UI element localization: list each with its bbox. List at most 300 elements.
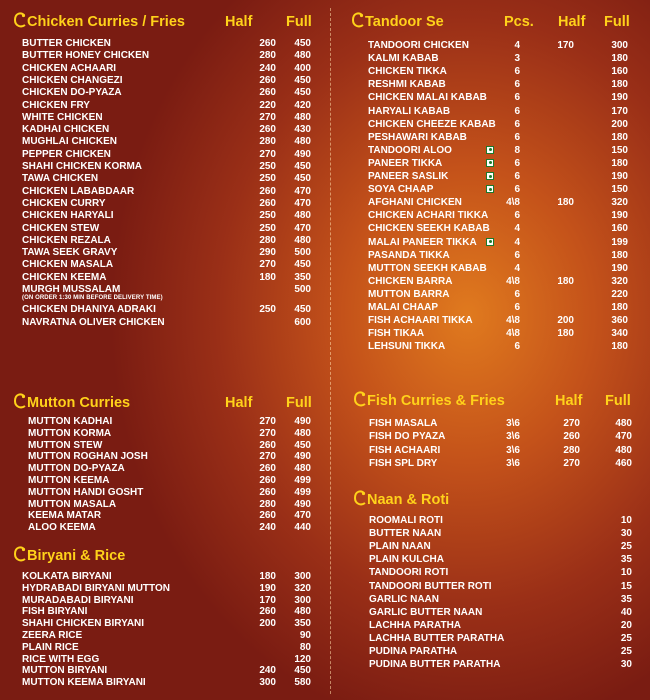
item-name: PASANDA TIKKA <box>368 249 450 261</box>
item-name: TANDOORI BUTTER ROTI <box>369 580 492 592</box>
chicken-title-text: Chicken Curries / Fries <box>27 14 185 30</box>
menu-item-row <box>352 196 642 209</box>
menu-item-row <box>352 340 642 353</box>
item-name: GARLIC BUTTER NAAN <box>369 606 483 618</box>
item-half-price: 190 <box>259 582 276 594</box>
item-half-price: 170 <box>557 40 574 51</box>
item-name: RICE WITH EGG <box>22 653 100 665</box>
menu-item-row <box>14 86 324 99</box>
item-full-price: 300 <box>294 571 311 582</box>
item-pieces: 4\8 <box>506 315 520 327</box>
item-half-price: 280 <box>259 136 276 148</box>
item-half-price: 250 <box>259 304 276 316</box>
fish-section-title <box>354 393 505 409</box>
item-full-price: 440 <box>294 522 311 534</box>
item-pieces: 6 <box>514 210 520 222</box>
item-full-price: 500 <box>294 247 311 259</box>
item-full-price: 480 <box>294 606 311 618</box>
item-full-price: 320 <box>611 197 628 209</box>
naan-title-text: Naan & Roti <box>367 492 450 508</box>
item-half-price: 260 <box>259 197 276 209</box>
order-time-note-text: (ON ORDER 1:30 MIN BEFORE DELIVERY TIME) <box>22 295 163 302</box>
item-full-price: 25 <box>620 632 632 644</box>
item-half-price: 200 <box>557 315 574 327</box>
item-name: MUTTON KEEMA BIRYANI <box>22 677 146 689</box>
menu-item-row <box>14 197 324 210</box>
menu-item-row <box>352 249 642 262</box>
menu-item-row <box>354 619 644 632</box>
menu-item-row <box>352 118 642 131</box>
item-half-price: 260 <box>259 463 276 475</box>
item-name: MUTTON KEEMA <box>28 475 110 486</box>
item-name: FISH SPL DRY <box>369 457 438 469</box>
item-pieces: 3\6 <box>506 457 520 469</box>
item-name: TAWA SEEK GRAVY <box>22 247 118 259</box>
menu-item-row <box>14 49 324 62</box>
item-name: CHICKEN CURRY <box>22 197 106 209</box>
item-pieces: 4 <box>514 236 520 248</box>
item-half-price: 240 <box>259 665 276 677</box>
item-full-price: 420 <box>294 99 311 111</box>
menu-item-row <box>354 566 644 579</box>
item-name: LACHHA BUTTER PARATHA <box>369 632 505 644</box>
item-full-price: 35 <box>620 554 632 566</box>
item-name: MUTTON STEW <box>28 439 103 451</box>
item-half-price: 260 <box>259 87 276 99</box>
menu-item-row <box>352 170 642 183</box>
item-full-price: 180 <box>611 131 628 143</box>
chicken-full-header: Full <box>286 14 312 30</box>
item-full-price: 499 <box>294 486 311 498</box>
menu-item-row <box>352 52 642 65</box>
item-half-price: 180 <box>557 328 574 340</box>
menu-item-row <box>354 430 644 443</box>
item-pieces: 3\6 <box>506 418 520 429</box>
item-half-price: 260 <box>259 510 276 522</box>
item-half-price: 250 <box>259 210 276 222</box>
item-name: TAWA CHICKEN <box>22 173 99 185</box>
biryani-rice-section <box>14 548 324 698</box>
item-name: MALAI PANEER TIKKA <box>368 236 477 248</box>
item-name: PANEER TIKKA <box>368 157 443 169</box>
item-full-price: 120 <box>294 653 311 665</box>
item-full-price: 490 <box>294 451 311 463</box>
tandoor-title-text: Tandoor Se <box>365 14 444 30</box>
item-name: FISH MASALA <box>369 418 438 429</box>
fish-title-text: Fish Curries & Fries <box>367 393 505 409</box>
item-half-price: 270 <box>259 259 276 271</box>
item-half-price: 270 <box>259 148 276 160</box>
item-name: CHICKEN BARRA <box>368 275 453 287</box>
menu-item-row <box>352 183 642 196</box>
menu-item-row <box>14 234 324 247</box>
menu-item-row <box>14 521 324 534</box>
item-full-price: 160 <box>611 66 628 78</box>
item-pieces: 8 <box>514 144 520 156</box>
tandoor-full-header: Full <box>604 14 630 30</box>
naan-roti-section <box>354 492 644 692</box>
item-name: LACHHA PARATHA <box>369 619 462 631</box>
item-full-price: 10 <box>620 515 632 526</box>
item-half-price: 180 <box>259 571 276 582</box>
item-half-price: 260 <box>563 431 580 443</box>
item-full-price: 500 <box>294 284 311 295</box>
item-full-price: 10 <box>620 567 632 579</box>
item-full-price: 300 <box>294 594 311 606</box>
menu-item-row <box>354 553 644 566</box>
item-name: MUTTON BIRYANI <box>22 665 108 677</box>
item-full-price: 600 <box>294 316 311 328</box>
item-name: PLAIN KULCHA <box>369 554 444 566</box>
item-name: SHAHI CHICKEN BIRYANI <box>22 618 145 630</box>
naan-section-title <box>354 492 449 508</box>
fish-curries-section <box>354 393 644 483</box>
menu-item-row <box>14 246 324 259</box>
item-half-price: 180 <box>557 197 574 209</box>
biryani-title-text: Biryani & Rice <box>27 548 126 564</box>
item-full-price: 450 <box>294 74 311 86</box>
item-pieces: 4\8 <box>506 275 520 287</box>
menu-item-row <box>354 632 644 645</box>
item-full-price: 15 <box>620 580 632 592</box>
item-pieces: 4 <box>514 223 520 235</box>
item-name: KOLKATA BIRYANI <box>22 571 112 582</box>
item-full-price: 90 <box>299 630 311 641</box>
veg-mark-icon <box>486 185 494 193</box>
menu-item-row <box>352 65 642 78</box>
item-half-price: 240 <box>259 62 276 74</box>
menu-item-row <box>352 314 642 327</box>
item-half-price: 280 <box>259 498 276 510</box>
menu-item-row <box>352 275 642 288</box>
item-half-price: 270 <box>563 457 580 469</box>
item-half-price: 270 <box>259 416 276 427</box>
item-name: ZEERA RICE <box>22 630 83 641</box>
item-half-price: 260 <box>259 38 276 49</box>
item-name: WHITE CHICKEN <box>22 111 103 123</box>
item-name: HARYALI KABAB <box>368 105 451 117</box>
item-name: ALOO KEEMA <box>28 522 96 534</box>
chef-hat-logo-icon <box>354 492 366 506</box>
item-name: FISH ACHAARI TIKKA <box>368 315 473 327</box>
menu-item-row <box>14 271 324 284</box>
item-name: CHICKEN ACHARI TIKKA <box>368 210 489 222</box>
item-half-price: 250 <box>259 173 276 185</box>
item-pieces: 6 <box>514 341 520 353</box>
chicken-curries-section <box>14 14 324 394</box>
item-full-price: 30 <box>620 528 632 540</box>
item-name: AFGHANI CHICKEN <box>368 197 462 209</box>
item-name: PLAIN NAAN <box>369 541 431 553</box>
tandoor-section-title <box>352 14 444 30</box>
item-full-price: 180 <box>611 157 628 169</box>
item-half-price: 180 <box>259 271 276 283</box>
item-half-price: 220 <box>259 99 276 111</box>
item-name: MUGHLAI CHICKEN <box>22 136 117 148</box>
item-name: MUTTON HANDI GOSHT <box>28 486 144 498</box>
menu-item-row <box>354 593 644 606</box>
item-full-price: 480 <box>294 210 311 222</box>
item-full-price: 470 <box>294 197 311 209</box>
tandoor-se-section <box>352 14 642 384</box>
mutton-full-header: Full <box>286 395 312 411</box>
item-name: ROOMALI ROTI <box>369 515 443 526</box>
item-full-price: 170 <box>611 105 628 117</box>
item-full-price: 450 <box>294 665 311 677</box>
item-full-price: 180 <box>611 79 628 91</box>
item-full-price: 480 <box>294 50 311 62</box>
menu-item-row <box>354 527 644 540</box>
mutton-title-text: Mutton Curries <box>27 395 131 411</box>
item-pieces: 6 <box>514 118 520 130</box>
item-name: CHICKEN STEW <box>22 222 100 234</box>
item-half-price: 180 <box>557 275 574 287</box>
item-pieces: 6 <box>514 249 520 261</box>
item-name: MUTTON KADHAI <box>28 416 113 427</box>
item-half-price: 260 <box>259 124 276 136</box>
item-full-price: 490 <box>294 148 311 160</box>
item-name: BUTTER CHICKEN <box>22 38 111 49</box>
item-full-price: 360 <box>611 315 628 327</box>
item-name: PLAIN RICE <box>22 641 79 653</box>
item-full-price: 180 <box>611 341 628 353</box>
menu-item-row <box>354 540 644 553</box>
item-half-price: 280 <box>563 444 580 456</box>
item-pieces: 6 <box>514 288 520 300</box>
chef-hat-logo-icon <box>352 14 364 28</box>
item-name: KADHAI CHICKEN <box>22 124 110 136</box>
item-pieces: 6 <box>514 105 520 117</box>
menu-item-row <box>14 62 324 75</box>
item-name: FISH BIRYANI <box>22 606 88 618</box>
menu-item-row <box>352 39 642 52</box>
item-pieces: 6 <box>514 184 520 196</box>
item-full-price: 450 <box>294 87 311 99</box>
item-name: KALMI KABAB <box>368 53 439 65</box>
item-full-price: 180 <box>611 53 628 65</box>
item-full-price: 40 <box>620 606 632 618</box>
item-half-price: 250 <box>259 161 276 172</box>
item-name: CHICKEN KEEMA <box>22 271 107 283</box>
item-full-price: 499 <box>294 475 311 486</box>
item-full-price: 480 <box>294 234 311 246</box>
item-full-price: 480 <box>294 136 311 148</box>
item-full-price: 190 <box>611 262 628 274</box>
item-full-price: 470 <box>615 431 632 443</box>
menu-item-row <box>14 135 324 148</box>
item-full-price: 150 <box>611 144 628 156</box>
item-half-price: 260 <box>259 486 276 498</box>
menu-item-row <box>14 160 324 173</box>
item-full-price: 340 <box>611 328 628 340</box>
menu-item-row <box>14 258 324 271</box>
item-pieces: 6 <box>514 66 520 78</box>
menu-item-row <box>14 99 324 112</box>
menu-item-row <box>354 580 644 593</box>
item-full-price: 450 <box>294 38 311 49</box>
menu-item-row <box>354 658 644 671</box>
item-name: CHICKEN TIKKA <box>368 66 447 78</box>
item-half-price: 260 <box>259 74 276 86</box>
item-pieces: 3\6 <box>506 444 520 456</box>
item-full-price: 470 <box>294 222 311 234</box>
item-full-price: 470 <box>294 185 311 197</box>
chef-hat-logo-icon <box>14 14 26 28</box>
item-full-price: 320 <box>294 582 311 594</box>
item-full-price: 190 <box>611 92 628 104</box>
item-full-price: 580 <box>294 677 311 689</box>
menu-item-row <box>352 301 642 314</box>
item-pieces: 6 <box>514 79 520 91</box>
item-name: PANEER SASLIK <box>368 171 449 182</box>
item-name: BUTTER NAAN <box>369 528 442 540</box>
item-name: CHICKEN CHEEZE KABAB <box>368 118 496 130</box>
item-half-price: 250 <box>259 222 276 234</box>
mutton-half-header: Half <box>225 395 253 411</box>
menu-item-row <box>352 327 642 340</box>
item-full-price: 35 <box>620 593 632 605</box>
menu-item-row <box>14 185 324 198</box>
menu-item-row <box>354 457 644 470</box>
menu-item-row <box>352 144 642 157</box>
item-half-price: 170 <box>259 594 276 606</box>
item-full-price: 350 <box>294 271 311 283</box>
chicken-section-title <box>14 14 185 30</box>
item-half-price: 280 <box>259 50 276 62</box>
item-name: KEEMA MATAR <box>28 510 102 522</box>
tandoor-half-header: Half <box>558 14 586 30</box>
item-name: CHICKEN DO-PYAZA <box>22 87 122 99</box>
item-half-price: 270 <box>259 451 276 463</box>
item-name: HYDRABADI BIRYANI MUTTON <box>22 582 170 594</box>
item-pieces: 4\8 <box>506 328 520 340</box>
item-name: TANDOORI ALOO <box>368 144 452 156</box>
menu-item-row <box>14 303 324 316</box>
item-name: NAVRATNA OLIVER CHICKEN <box>22 316 165 328</box>
item-full-price: 450 <box>294 439 311 451</box>
item-full-price: 470 <box>294 510 311 522</box>
mutton-section-title <box>14 395 130 411</box>
item-full-price: 450 <box>294 173 311 185</box>
item-full-price: 25 <box>620 541 632 553</box>
item-name: TANDOORI ROTI <box>369 567 449 579</box>
veg-mark-icon <box>486 238 494 246</box>
chef-hat-logo-icon <box>354 393 366 407</box>
item-half-price: 270 <box>259 111 276 123</box>
menu-item-row <box>14 123 324 136</box>
item-full-price: 480 <box>615 444 632 456</box>
item-full-price: 320 <box>611 275 628 287</box>
menu-item-row <box>352 157 642 170</box>
item-full-price: 480 <box>294 463 311 475</box>
item-pieces: 4\8 <box>506 197 520 209</box>
menu-item-row <box>14 222 324 235</box>
item-pieces: 6 <box>514 131 520 143</box>
item-full-price: 450 <box>294 161 311 172</box>
menu-item-row <box>352 236 642 249</box>
item-name: MUTTON ROGHAN JOSH <box>28 451 148 463</box>
item-name: PEPPER CHICKEN <box>22 148 111 160</box>
order-time-note <box>14 294 324 303</box>
menu-item-row <box>354 645 644 658</box>
menu-item-row <box>352 262 642 275</box>
item-pieces: 4 <box>514 262 520 274</box>
item-full-price: 160 <box>611 223 628 235</box>
item-name: BUTTER HONEY CHICKEN <box>22 50 150 62</box>
item-full-price: 25 <box>620 646 632 657</box>
menu-item-row <box>354 444 644 457</box>
item-full-price: 200 <box>611 118 628 130</box>
tandoor-pcs-header: Pcs. <box>504 14 534 30</box>
menu-item-row <box>354 417 644 430</box>
veg-mark-icon <box>486 172 494 180</box>
item-full-price: 180 <box>611 249 628 261</box>
item-name: PESHAWARI KABAB <box>368 131 467 143</box>
item-full-price: 490 <box>294 498 311 510</box>
menu-item-row <box>352 131 642 144</box>
item-pieces: 6 <box>514 157 520 169</box>
item-name: TANDOORI CHICKEN <box>368 40 469 51</box>
menu-item-row <box>14 37 324 50</box>
item-half-price: 260 <box>259 475 276 486</box>
item-pieces: 3\6 <box>506 431 520 443</box>
item-full-price: 20 <box>620 619 632 631</box>
item-name: CHICKEN MASALA <box>22 259 114 271</box>
item-full-price: 300 <box>611 40 628 51</box>
item-half-price: 280 <box>259 234 276 246</box>
menu-item-row <box>14 676 324 689</box>
menu-item-row <box>352 288 642 301</box>
item-full-price: 480 <box>294 427 311 439</box>
item-name: MUTTON KORMA <box>28 427 112 439</box>
item-name: PUDINA PARATHA <box>369 646 458 657</box>
item-name: FISH TIKAA <box>368 328 425 340</box>
item-name: CHICKEN ACHAARI <box>22 62 117 74</box>
item-name: MUTTON MASALA <box>28 498 117 510</box>
menu-item-row <box>14 209 324 222</box>
item-half-price: 240 <box>259 522 276 534</box>
item-full-price: 430 <box>294 124 311 136</box>
item-half-price: 300 <box>259 677 276 689</box>
menu-item-row <box>352 209 642 222</box>
item-full-price: 80 <box>299 641 311 653</box>
item-full-price: 220 <box>611 288 628 300</box>
chicken-half-header: Half <box>225 14 253 30</box>
menu-item-row <box>14 148 324 161</box>
item-full-price: 450 <box>294 259 311 271</box>
item-full-price: 190 <box>611 210 628 222</box>
item-full-price: 190 <box>611 171 628 182</box>
item-pieces: 6 <box>514 302 520 313</box>
item-full-price: 199 <box>611 236 628 248</box>
item-name: SHAHI CHICKEN KORMA <box>22 161 142 172</box>
item-name: FISH ACHAARI <box>369 444 441 456</box>
item-name: RESHMI KABAB <box>368 79 446 91</box>
biryani-section-title <box>14 548 125 564</box>
menu-item-row <box>14 74 324 87</box>
item-name: MURADABADI BIRYANI <box>22 594 134 606</box>
item-name: CHICKEN LABABDAAR <box>22 185 135 197</box>
chef-hat-logo-icon <box>14 395 26 409</box>
item-name: CHICKEN CHANGEZI <box>22 74 123 86</box>
menu-item-row <box>352 222 642 235</box>
item-name: GARLIC NAAN <box>369 593 439 605</box>
item-name: MUTTON DO-PYAZA <box>28 463 125 475</box>
item-full-price: 460 <box>615 457 632 469</box>
item-full-price: 150 <box>611 184 628 196</box>
fish-half-header: Half <box>555 393 583 409</box>
item-half-price: 270 <box>563 418 580 429</box>
